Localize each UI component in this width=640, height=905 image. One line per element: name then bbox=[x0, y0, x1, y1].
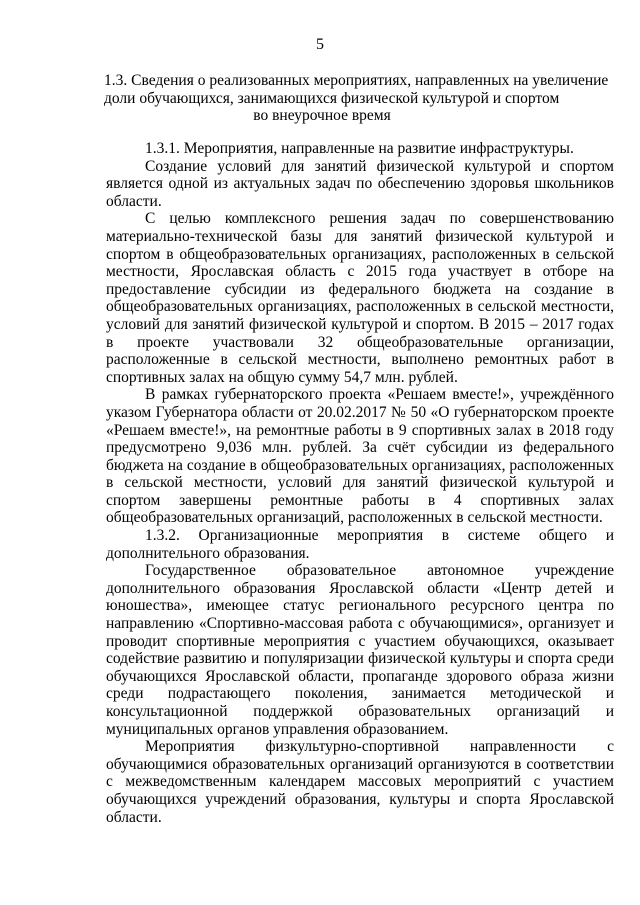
paragraph: Создание условий для занятий физической культурой и спортом является одной из актуальных задач по обеспечению здоровья школьников области. bbox=[106, 157, 614, 210]
section-heading bbox=[104, 72, 609, 125]
page-number: 5 bbox=[316, 36, 324, 53]
paragraph: Мероприятия физкультурно-спортивной направленности с обучающимися образовательных организаций организуются в соответствии с межведомственным календарем массовых мероприятий с участием обучающихся учреждений образования, культуры и спорта Ярославской области. bbox=[106, 738, 614, 826]
body-text bbox=[106, 140, 614, 826]
paragraph: В рамках губернаторского проекта «Решаем вместе!», учреждённого указом Губернатора области от 20.02.2017 № 50 «О губернаторском проекте «Решаем вместе!», на ремонтные работы в 9 спортивных залах в 2018 году предусмотрено 9,036 млн. рублей. За счёт субсидии из федерального бюджета на создание в общеобразовательных организациях, расположенных в сельской местности, условий для занятий физической культурой и спортом завершены ремонтные работы в 4 спортивных залах общеобразовательных организаций, расположенных в сельской местности. bbox=[106, 386, 614, 527]
subsection-title-organizational: 1.3.2. Организационные мероприятия в системе общего и дополнительного образования. bbox=[106, 527, 614, 562]
section-heading-line: 1.3. Сведения о реализованных мероприятиях, направленных на увеличение bbox=[104, 72, 609, 89]
section-heading-line: во внеурочное время bbox=[253, 107, 391, 125]
paragraph: Государственное образовательное автономное учреждение дополнительного образования Ярославской области «Центр детей и юношества», имеющее статус регионального ресурсного центра по направлению «Спортивно-массовая работа с обучающимися», организует и проводит спортивные мероприятия с участием обучающихся, оказывает содействие развитию и популяризации физической культуры и спорта среди обучающихся Ярославской области, пропаганде здорового образа жизни среди подрастающего поколения, занимается методической и консультационной поддержкой образовательных организаций и муниципальных органов управления образованием. bbox=[106, 562, 614, 738]
paragraph: С целью комплексного решения задач по совершенствованию материально-технической базы для занятий физической культурой и спортом в общеобразовательных организациях, расположенных в сельской местности, Ярославская область с 2015 года участвует в отборе на предоставление субсидии из федерального бюджета на создание в общеобразовательных организациях, расположенных в сельской местности, условий для занятий физической культурой и спортом. В 2015 – 2017 годах в проекте участвовали 32 общеобразовательные организации, расположенные в сельской местности, выполнено ремонтных работ в спортивных залах на общую сумму 54,7 млн. рублей. bbox=[106, 210, 614, 386]
section-heading-line: доли обучающихся, занимающихся физической культурой и спортом bbox=[104, 89, 560, 107]
subsection-title-infrastructure: 1.3.1. Мероприятия, направленные на развитие инфраструктуры. bbox=[145, 140, 574, 157]
